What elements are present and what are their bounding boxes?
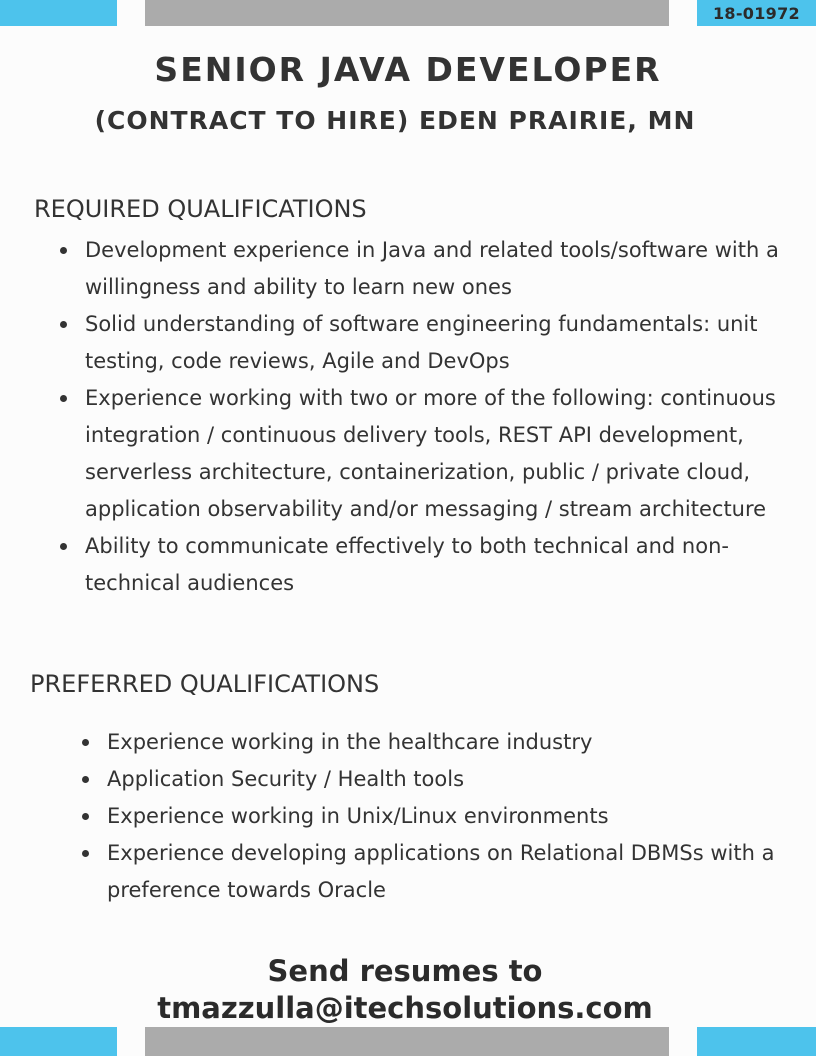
preferred-qualifications-list (81, 724, 791, 909)
preferred-qualifications-heading: PREFERRED QUALIFICATIONS (30, 670, 380, 698)
required-qualifications-list (59, 232, 799, 602)
page-title: SENIOR JAVA DEVELOPER (154, 50, 662, 89)
page-subtitle: (CONTRACT TO HIRE) EDEN PRAIRIE, MN (94, 106, 696, 135)
contact-prompt: Send resumes to (267, 954, 543, 988)
top-center-gray-bar (145, 0, 669, 26)
top-left-accent-bar (0, 0, 117, 26)
list-item: Ability to communicate effectively to both technical and non-technical audiences (59, 528, 799, 602)
contact-block (0, 953, 810, 1027)
list-item: Development experience in Java and related tools/software with a willingness and ability to learn new ones (59, 232, 799, 306)
contact-email: tmazzulla@itechsolutions.com (157, 991, 653, 1025)
list-item: Experience working with two or more of the following: continuous integration / continuous delivery tools, REST API development, serverless architecture, containerization, public / private cloud, application observability and/or messaging / stream architecture (59, 380, 799, 528)
list-item: Solid understanding of software engineering fundamentals: unit testing, code reviews, Agile and DevOps (59, 306, 799, 380)
required-qualifications-heading: REQUIRED QUALIFICATIONS (34, 195, 367, 223)
job-id-badge: 18-01972 (697, 0, 816, 26)
list-item: Experience working in Unix/Linux environments (81, 798, 791, 835)
bottom-left-accent-bar (0, 1027, 117, 1056)
bottom-center-gray-bar (145, 1027, 669, 1056)
list-item: Application Security / Health tools (81, 761, 791, 798)
bottom-right-accent-bar (697, 1027, 816, 1056)
list-item: Experience developing applications on Relational DBMSs with a preference towards Oracle (81, 835, 791, 909)
list-item: Experience working in the healthcare industry (81, 724, 791, 761)
